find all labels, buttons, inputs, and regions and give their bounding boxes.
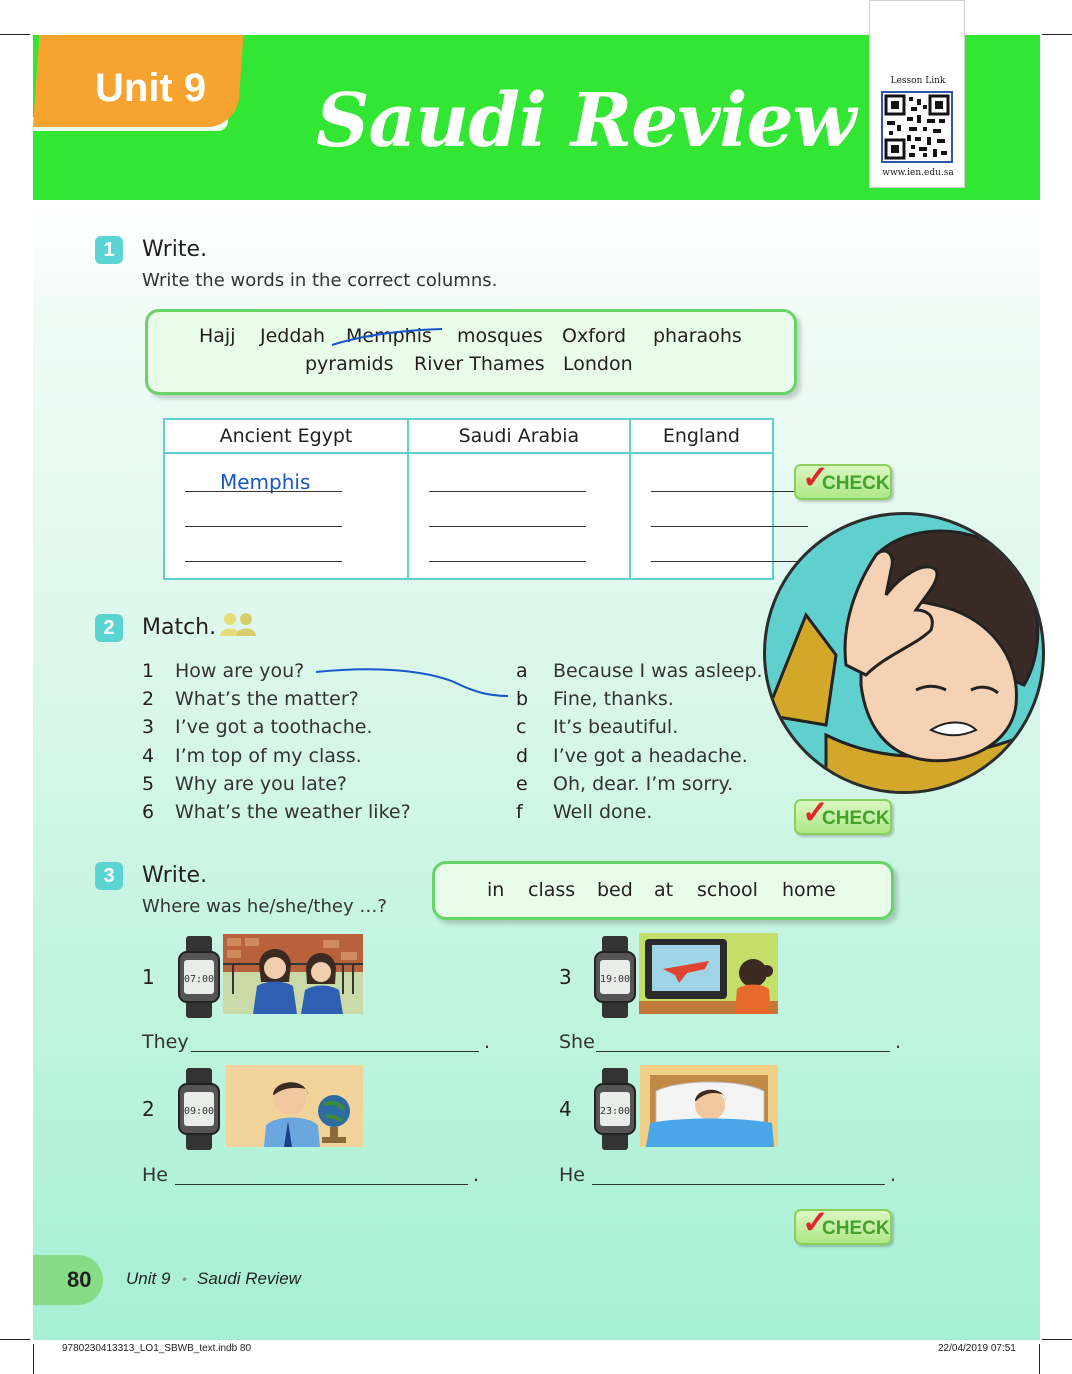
question-number: 3 — [142, 716, 155, 738]
answer-text[interactable]: Oh, dear. I’m sorry. — [553, 773, 734, 795]
print-slug-file: 9780230413313_LO1_SBWB_text.indb 80 — [62, 1343, 252, 1354]
footer-separator: • — [181, 1273, 189, 1287]
digital-watch-icon — [178, 1068, 220, 1150]
bed-boy-illustration — [640, 1065, 778, 1147]
question-text[interactable]: What’s the weather like? — [175, 801, 411, 823]
column-header-ancient-egypt: Ancient Egypt — [164, 419, 408, 453]
section-1-title: Write. — [142, 237, 208, 262]
answer-line[interactable] — [185, 561, 342, 562]
question-text[interactable]: How are you? — [175, 660, 305, 682]
answer-text[interactable]: I’ve got a headache. — [553, 745, 748, 767]
strikethrough-mark — [330, 326, 445, 348]
sentence-subject: He — [559, 1164, 585, 1186]
item-number: 2 — [142, 1097, 155, 1121]
pair-work-icon — [218, 612, 260, 636]
place-word: bed — [597, 879, 633, 901]
word-mosques: mosques — [457, 325, 543, 347]
school-scene-illustration — [223, 934, 363, 1014]
page-title: Saudi Review — [316, 78, 856, 164]
qr-bottom-caption: www.ien.edu.sa — [882, 168, 954, 178]
answer-line[interactable] — [429, 561, 586, 562]
word-jeddah: Jeddah — [260, 325, 326, 347]
word-pharaohs: pharaohs — [653, 325, 742, 347]
crop-mark — [1042, 34, 1072, 35]
digital-watch-icon — [178, 936, 220, 1018]
question-number: 1 — [142, 660, 155, 682]
check-tick-icon: ✓ — [802, 459, 829, 495]
sentence-end: . — [895, 1031, 902, 1053]
qr-top-caption: Lesson Link — [890, 76, 946, 86]
place-word: in — [487, 879, 505, 901]
word-box — [145, 309, 797, 395]
watch-time: 23:00 — [599, 1106, 631, 1117]
crop-mark — [0, 1339, 30, 1340]
digital-watch-icon — [594, 1068, 636, 1150]
section-1-instruction: Write the words in the correct columns. — [142, 270, 498, 291]
digital-watch-icon — [594, 936, 636, 1018]
place-word: at — [654, 879, 674, 901]
answer-letter: b — [516, 688, 529, 710]
example-answer: Memphis — [220, 470, 311, 494]
question-number: 6 — [142, 801, 155, 823]
answer-text[interactable]: Because I was asleep. — [553, 660, 763, 682]
answer-line[interactable] — [429, 491, 586, 492]
section-1-number: 1 — [95, 236, 123, 264]
question-number: 5 — [142, 773, 155, 795]
column-england[interactable] — [630, 453, 773, 579]
question-text[interactable]: I’m top of my class. — [175, 745, 362, 767]
question-number: 4 — [142, 745, 155, 767]
classroom-boy-illustration — [226, 1065, 363, 1147]
watch-time: 19:00 — [599, 974, 631, 985]
headache-boy-illustration — [763, 512, 1045, 794]
footer-title: Saudi Review — [197, 1269, 301, 1288]
watch-time: 07:00 — [183, 974, 215, 985]
word-pyramids: pyramids — [305, 353, 394, 375]
question-text[interactable]: What’s the matter? — [175, 688, 359, 710]
answer-letter: c — [516, 716, 527, 738]
crop-mark — [1042, 1339, 1072, 1340]
answer-blank[interactable] — [592, 1184, 885, 1185]
place-word: school — [697, 879, 758, 901]
answer-blank[interactable] — [191, 1051, 479, 1052]
sentence-end: . — [890, 1164, 897, 1186]
match-line — [314, 664, 510, 700]
column-header-england: England — [630, 419, 773, 453]
column-saudi-arabia[interactable] — [408, 453, 630, 579]
sentence-subject: She — [559, 1031, 595, 1053]
check-tick-icon: ✓ — [802, 1204, 829, 1240]
place-word: home — [782, 879, 836, 901]
answer-blank[interactable] — [596, 1051, 890, 1052]
answer-text[interactable]: Well done. — [553, 801, 653, 823]
check-button-2[interactable]: ✓ CHECK — [794, 799, 892, 835]
item-number: 3 — [559, 965, 572, 989]
footer-unit: Unit 9 — [126, 1269, 171, 1288]
check-button-1[interactable]: ✓ CHECK — [794, 464, 892, 500]
sentence-subject: They — [142, 1031, 189, 1053]
answer-text[interactable]: It’s beautiful. — [553, 716, 679, 738]
crop-mark — [33, 1344, 34, 1374]
crop-mark — [0, 34, 30, 35]
place-word: class — [528, 879, 576, 901]
check-button-3[interactable]: ✓ CHECK — [794, 1209, 892, 1245]
answer-letter: e — [516, 773, 528, 795]
sentence-end: . — [473, 1164, 480, 1186]
section-3-number: 3 — [95, 862, 123, 890]
qr-code-icon[interactable] — [881, 91, 953, 163]
sentence-subject: He — [142, 1164, 168, 1186]
word-columns-table — [163, 418, 774, 580]
answer-line[interactable] — [429, 526, 586, 527]
word-london: London — [563, 353, 633, 375]
answer-line[interactable] — [185, 491, 342, 492]
print-slug-date: 22/04/2019 07:51 — [938, 1343, 1016, 1354]
column-ancient-egypt[interactable] — [164, 453, 408, 579]
crop-mark — [1039, 1344, 1040, 1374]
word-memphis: Memphis — [346, 325, 432, 347]
item-number: 4 — [559, 1097, 572, 1121]
answer-line[interactable] — [651, 491, 808, 492]
section-3-title: Write. — [142, 863, 208, 888]
answer-letter: d — [516, 745, 529, 767]
word-oxford: Oxford — [562, 325, 627, 347]
section-2-number: 2 — [95, 614, 123, 642]
answer-blank[interactable] — [175, 1184, 468, 1185]
column-header-saudi-arabia: Saudi Arabia — [408, 419, 630, 453]
qr-panel[interactable] — [869, 0, 965, 188]
word-river-thames: River Thames — [414, 353, 545, 375]
answer-line[interactable] — [651, 526, 808, 527]
word-hajj: Hajj — [199, 325, 236, 347]
unit-label: Unit 9 — [95, 66, 207, 110]
item-number: 1 — [142, 965, 155, 989]
question-text[interactable]: I’ve got a toothache. — [175, 716, 373, 738]
sentence-end: . — [484, 1031, 491, 1053]
watch-time: 09:00 — [183, 1106, 215, 1117]
question-number: 2 — [142, 688, 155, 710]
question-text[interactable]: Why are you late? — [175, 773, 347, 795]
page-number: 80 — [67, 1267, 92, 1292]
answer-letter: a — [516, 660, 528, 682]
tv-girl-illustration — [639, 933, 778, 1014]
answer-line[interactable] — [185, 526, 342, 527]
section-3-instruction: Where was he/she/they …? — [142, 896, 387, 917]
answer-line[interactable] — [651, 561, 808, 562]
answer-letter: f — [516, 801, 523, 823]
check-tick-icon: ✓ — [802, 794, 829, 830]
section-2-title: Match. — [142, 615, 217, 640]
answer-text[interactable]: Fine, thanks. — [553, 688, 674, 710]
